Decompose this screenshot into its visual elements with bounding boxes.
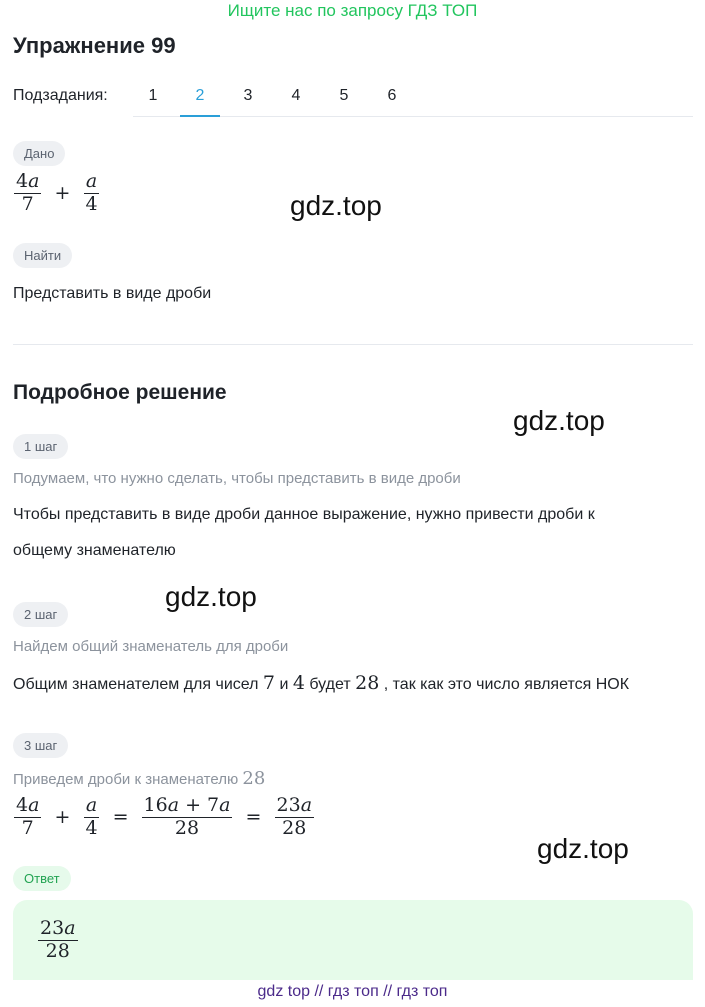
denominator: 7 [21,816,34,839]
fraction [142,796,233,839]
footer-links: gdz top // гдз топ // гдз топ [257,983,448,1000]
number-7: 7 [262,672,275,694]
numerator: 23a [276,794,313,816]
step-2-text [13,672,629,694]
step-2-hint: Найдем общий знаменатель для дроби [13,638,289,655]
step-1-hint: Подумаем, что нужно сделать, чтобы представить в виде дроби [13,470,461,487]
subtask-tab-2[interactable]: 2 [180,76,220,117]
numerator: 4a [16,170,40,192]
fraction [83,172,99,215]
answer-chip: Ответ [13,866,71,891]
step-2-text-b: и [275,676,293,693]
fraction [14,796,41,839]
subtask-tab-3[interactable]: 3 [243,87,253,104]
subtask-tab-5[interactable]: 5 [339,87,349,104]
answer-expression [38,919,78,962]
step-2-text-a: Общим знаменателем для чисел [13,676,263,693]
equals-sign: = [245,806,262,829]
numerator: a [85,170,98,192]
subtasks-tabs [133,76,693,117]
given-expression [14,172,100,215]
numerator: a [85,794,98,816]
watermark: gdz.top [165,581,257,612]
hint-number: 28 [242,768,266,789]
numerator: 4a [16,794,40,816]
step-3-hint [13,768,265,789]
watermark: gdz.top [290,190,382,221]
denominator: 7 [21,192,34,215]
divider [13,344,693,345]
denominator: 28 [282,816,307,839]
find-text: Представить в виде дроби [13,285,212,302]
step-3-hint-text: Приведем дроби к знаменателю [13,771,243,788]
step-3-equation [14,796,314,839]
fraction [14,172,41,215]
step-1-chip: 1 шаг [13,434,68,459]
watermark: gdz.top [513,405,605,436]
fraction [38,919,78,962]
denominator: 28 [45,939,70,962]
step-1-text-line-2: общему знаменателю [13,542,176,559]
step-2-text-c: будет [304,676,356,693]
exercise-title: Упражнение 99 [13,33,176,58]
denominator: 28 [174,816,200,839]
solution-title: Подробное решение [13,381,227,404]
numerator: 16a + 7a [143,794,231,816]
subtask-tab-6[interactable]: 6 [387,87,397,104]
denominator: 4 [85,192,98,215]
step-3-chip: 3 шаг [13,733,68,758]
denominator: 4 [85,816,98,839]
fraction [275,796,315,839]
subtask-tab-1[interactable]: 1 [148,87,158,104]
numerator: 23a [40,917,76,939]
subtasks-label: Подзадания: [13,87,108,104]
step-2-text-d: , так как это число является НОК [379,676,630,693]
step-1-text-line-1: Чтобы представить в виде дроби данное выражение, нужно привести дроби к [13,506,595,523]
subtask-tab-4[interactable]: 4 [291,87,301,104]
watermark: gdz.top [537,833,629,864]
find-chip: Найти [13,243,72,268]
number-28: 28 [355,672,380,694]
fraction [83,796,99,839]
search-banner: Ищите нас по запросу ГДЗ ТОП [227,1,478,20]
number-4: 4 [292,672,305,694]
step-2-chip: 2 шаг [13,602,68,627]
equals-sign: = [112,806,129,829]
answer-box [13,900,693,980]
given-chip: Дано [13,141,65,166]
plus-sign: + [54,182,71,205]
plus-sign: + [54,806,71,829]
